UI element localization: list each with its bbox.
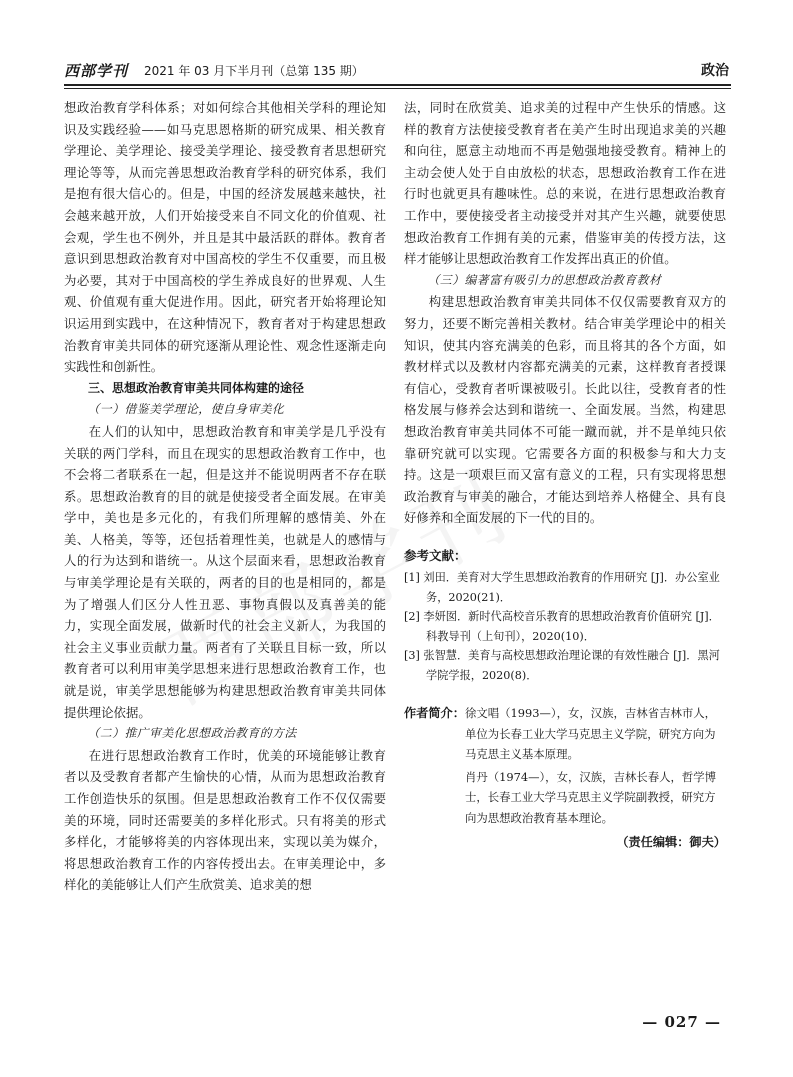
- right-column: [404, 97, 726, 854]
- reference-item: [2] 李妍囡．新时代高校音乐教育的思想政治教育价值研究 [J]．科教导刊（上旬刊），2020(10)．: [404, 610, 720, 643]
- paragraph: 构建思想政治教育审美共同体不仅仅需要教育双方的努力，还要不断完善相关教材。结合审美学理论中的相关知识，使其内容充满美的色彩，而且将其的各个方面，如教材样式以及教材内容都充满美的元素，这样教育者授课有信心，受教育者听课被吸引。长此以往，受教育者的性格发展与修养会达到和谐统一、全面发展。当然，构建思想政治教育审美共同体不可能一蹴而就，并不是单纯只依靠研究就可以实现。它需要各方面的积极参与和大力支持。这是一项艰巨而又富有意义的工程，只有实现将思想政治教育与审美的融合，才能达到培养人格健全、具有良好修养和全面发展的下一代的目的。: [404, 294, 726, 526]
- section-heading: 三、思想政治教育审美共同体构建的途径: [88, 380, 305, 395]
- issue-info: 2021 年 03 月下半月刊（总第 135 期）: [144, 64, 364, 78]
- paragraph: 在进行思想政治教育工作时，优美的环境能够让教育者以及受教育者都产生愉快的心情，从而为思想政治教育工作创造快乐的氛围。但是思想政治教育工作不仅仅需要美的环境，同时还需要美的多样化形式。只有将美的形式多样化，才能够将美的内容体现出来，实现以美为媒介，将思想政治教育工作的内容传授出去。在审美理论中，多样化的美能够让人们产生欣赏美、追求美的想: [64, 747, 386, 893]
- header-rule-thick: [64, 84, 731, 86]
- references-title: 参考文献：: [404, 547, 467, 563]
- paragraph: 法，同时在欣赏美、追求美的过程中产生快乐的情感。这样的教育方法使接受教育者在美产生时出现追求美的兴趣和向往，愿意主动地而不再是勉强地接受教育。精神上的主动会使人处于自由放松的状态，思想政治教育工作在进行时也就更具有趣味性。总的来说，在进行思想政治教育工作中，要使接受者主动接受并对其产生兴趣，就要使思想政治教育工作拥有美的元素，借鉴审美的传授方法，这样才能够让思想政治教育工作发挥出真正的价值。: [404, 100, 726, 267]
- reference-item: [3] 张智慧．美育与高校思想政治理论课的有效性融合 [J]．黑河学院学报，2020(8)．: [404, 649, 720, 682]
- subsection-heading: （一）借鉴美学理论，使自身审美化: [87, 402, 285, 417]
- paragraph: 想政治教育学科体系；对如何综合其他相关学科的理论知识及实践经验——如马克思恩格斯的研究成果、相关教育学理论、美学理论、接受美学理论、接受教育者思想研究理论等等，从而完善思想政治教育学科的研究体系，我们是抱有很大信心的。但是，中国的经济发展越来越快，社会越来越开放，人们开始接受来自不同文化的价值观、社会观，学生也不例外，并且是其中最活跃的群体。教育者意识到思想政治教育对中国高校的学生不仅重要，而且极为必要，其对于中国高校的学生养成良好的世界观、人生观、价值观有重大促进作用。因此，研究者开始将理论知识运用到实践中，在这种情况下，教育者对于构建思想政治教育审美共同体的研究逐渐从理论性、观念性逐渐走向实践性和创新性。: [64, 100, 386, 375]
- header-rule-thin: [64, 88, 731, 89]
- page-number: — 027 —: [642, 1013, 721, 1031]
- section-label: 政治: [701, 63, 729, 79]
- subsection-heading: （二）推广审美化思想政治教育的方法: [87, 726, 297, 741]
- author-entry: 徐文唱（1993—），女，汉族，吉林省吉林市人，单位为长春工业大学马克思主义学院，研究方向为马克思主义基本原理。: [464, 705, 717, 762]
- author-info: [404, 703, 726, 831]
- author-entry: 肖丹（1974—），女，汉族，吉林长春人，哲学博士，长春工业大学马克思主义学院副教授，研究方向为思想政治教育基本理论。: [464, 769, 717, 825]
- paragraph: 在人们的认知中，思想政治教育和审美学是几乎没有关联的两门学科，而且在现实的思想政治教育工作中，也不会将二者联系在一起，但是这并不能说明两者不存在联系。思想政治教育的目的就是使接受者全面发展。在审美学中，美也是多元化的，有我们所理解的感情美、外在美、人格美，等等，还包括着理性美，也就是人的感情与人的行为达到和谐统一。从这个层面来看，思想政治教育与审美学理论是有关联的，两者的目的也是相同的，都是为了增强人们区分人性丑恶、事物真假以及真善美的能力，实现全面发展，做新时代的社会主义新人，为我国的社会主义事业贡献力量。两者有了关联且目标一致，所以教育者可以利用审美学思想来进行思想政治教育工作，也就是说，审美学思想能够为构建思想政治教育审美共同体提供理论依据。: [64, 423, 386, 720]
- reference-item: [1] 刘田．美育对大学生思想政治教育的作用研究 [J]．办公室业务，2020(21)．: [404, 571, 720, 604]
- responsible-editor: （责任编辑：御夫）: [616, 835, 726, 850]
- journal-logo: 西部学刊: [64, 62, 129, 80]
- references: [404, 545, 726, 685]
- subsection-heading: （三）编著富有吸引力的思想政治教育教材: [427, 272, 662, 287]
- author-info-label: 作者简介：: [404, 705, 465, 720]
- left-column: [64, 97, 386, 896]
